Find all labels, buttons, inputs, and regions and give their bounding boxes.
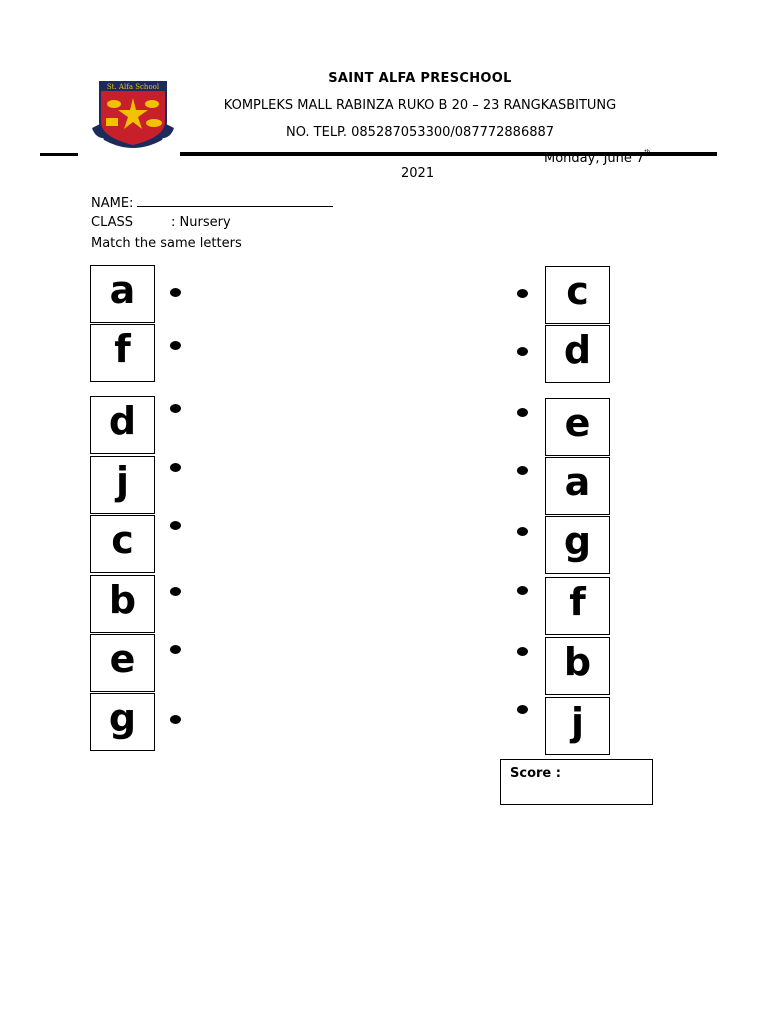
right-letter-box: e (545, 398, 610, 456)
instruction: Match the same letters (91, 236, 242, 251)
score-label: Score : (510, 766, 561, 781)
right-match-dot[interactable] (517, 408, 528, 417)
left-letter-box: j (90, 456, 155, 514)
right-letter-box: b (545, 637, 610, 695)
left-match-dot[interactable] (170, 645, 181, 654)
header-divider-left (40, 153, 78, 156)
left-letter-box: f (90, 324, 155, 382)
left-match-dot[interactable] (170, 715, 181, 724)
right-letter-box: d (545, 325, 610, 383)
right-match-dot[interactable] (517, 466, 528, 475)
right-letter-box: f (545, 577, 610, 635)
right-letter-box: c (545, 266, 610, 324)
class-value: : Nursery (171, 215, 231, 230)
left-letter-box: d (90, 396, 155, 454)
date: Monday, June 7th (544, 149, 651, 166)
name-field[interactable] (91, 194, 333, 211)
svg-text:St. Alfa School: St. Alfa School (106, 83, 160, 91)
class-field (91, 215, 231, 230)
name-line[interactable] (137, 194, 333, 207)
left-match-dot[interactable] (170, 463, 181, 472)
school-logo (90, 78, 176, 158)
right-match-dot[interactable] (517, 586, 528, 595)
right-match-dot[interactable] (517, 527, 528, 536)
left-letter-box: e (90, 634, 155, 692)
left-match-dot[interactable] (170, 404, 181, 413)
left-match-dot[interactable] (170, 521, 181, 530)
left-match-dot[interactable] (170, 587, 181, 596)
left-match-dot[interactable] (170, 341, 181, 350)
left-match-dot[interactable] (170, 288, 181, 297)
left-letter-box: b (90, 575, 155, 633)
school-address: KOMPLEKS MALL RABINZA RUKO B 20 – 23 RANGKASBITUNG (223, 98, 617, 113)
score-box[interactable] (500, 759, 653, 805)
left-letter-box: g (90, 693, 155, 751)
right-letter-box: j (545, 697, 610, 755)
left-letter-box: c (90, 515, 155, 573)
right-match-dot[interactable] (517, 647, 528, 656)
class-label: CLASS (91, 215, 134, 230)
right-match-dot[interactable] (517, 289, 528, 298)
school-phone: NO. TELP. 085287053300/087772886887 (285, 125, 555, 140)
name-label: NAME: (91, 196, 134, 211)
date-year: 2021 (401, 166, 435, 181)
right-match-dot[interactable] (517, 705, 528, 714)
school-name: SAINT ALFA PRESCHOOL (328, 71, 512, 86)
right-letter-box: a (545, 457, 610, 515)
right-match-dot[interactable] (517, 347, 528, 356)
right-letter-box: g (545, 516, 610, 574)
left-letter-box: a (90, 265, 155, 323)
